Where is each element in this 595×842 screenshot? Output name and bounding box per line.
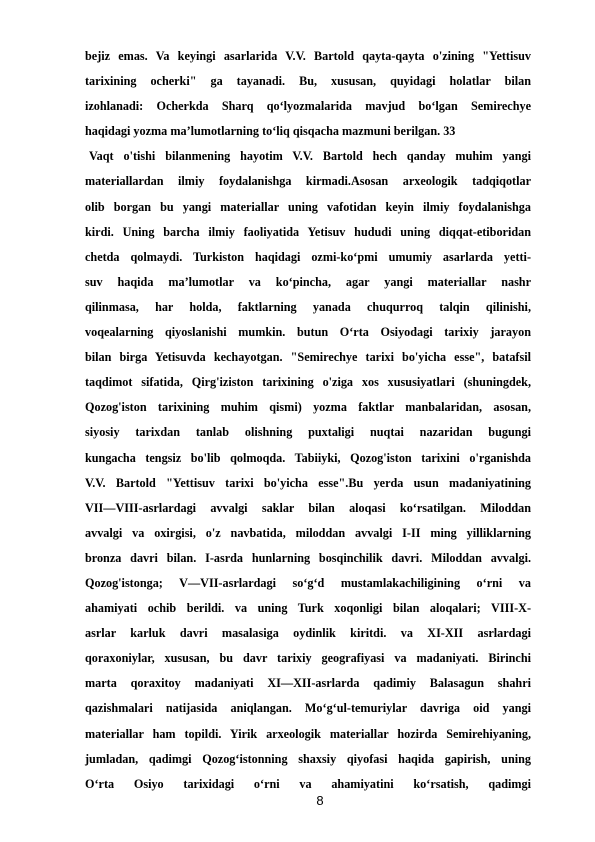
text-line: qoraxoniylar, xususan, bu davr tarixiy geografiyasi va madaniyati. Birinchi [85, 651, 531, 666]
text-line: Qozog'istonga; V—VII-asrlardagi so‘g‘d mustamlakachiligining o‘rni va [85, 575, 531, 590]
page-number: 8 [316, 793, 324, 808]
text-line: haqidagi yozma ma’lumotlarning to‘liq qisqacha mazmuni berilgan. 33 [85, 124, 456, 139]
body-text [85, 44, 531, 797]
text-line: olib borgan bu yangi materiallar uning vafotidan keyin ilmiy foydalanishga [85, 199, 531, 214]
text-line: VII—VIII-asrlardagi avvalgi saklar bilan aloqasi ko‘rsatilgan. Miloddan [85, 500, 531, 515]
text-line: bejiz emas. Va keyingi asarlarida V.V. Bartold qayta-qayta o'zining "Yettisuv [85, 49, 531, 63]
text-line: kungacha tengsiz bo'lib qolmoqda. Tabiiyki, Qozog'iston tarixini o'rganishda [85, 450, 531, 465]
text-line: qilinmasa, har holda, faktlarning yanada chuqurroq talqin qilinishi, [85, 299, 531, 314]
text-line: V.V. Bartold "Yettisuv tarixi bo'yicha esse".Bu yerda usun madaniyatining [85, 475, 531, 490]
text-line: siyosiy tarixdan tanlab olishning puxtaligi nuqtai nazaridan bugungi [85, 425, 531, 440]
text-line: bilan birga Yetisuvda kechayotgan. "Semirechye tarixi bo'yicha esse", batafsil [85, 350, 531, 365]
text-line: izohlanadi: Ocherkda Sharq qo‘lyozmalarida mavjud bo‘lgan Semirechye [85, 99, 531, 114]
text-line: marta qoraxitoy madaniyati XI—XII-asrlarda qadimiy Balasagun shahri [85, 676, 531, 691]
text-line: voqealarning qiyoslanishi mumkin. butun O‘rta Osiyodagi tarixiy jarayon [85, 325, 531, 340]
text-line: Qozog'iston tarixining muhim qismi) yozma faktlar manbalaridan, asosan, [85, 400, 531, 415]
text-line: ahamiyati ochib berildi. va uning Turk xoqonligi bilan aloqalari; VIII-X- [85, 601, 531, 616]
text-line: avvalgi va oxirgisi, o'z navbatida, miloddan avvalgi I-II ming yilliklarning [85, 525, 531, 540]
text-line: bronza davri bilan. I-asrda hunlarning bosqinchilik davri. Miloddan avvalgi. [85, 550, 531, 565]
text-line: jumladan, qadimgi Qozog‘istonning shaxsiy qiyofasi haqida gapirish, uning [85, 751, 531, 766]
text-line: tarixining ocherki" ga tayanadi. Bu, xususan, quyidagi holatlar bilan [85, 74, 531, 89]
text-line: materiallar ham topildi. Yirik arxeologik materiallar hozirda Semirehiyaning, [85, 726, 531, 741]
text-line: materiallardan ilmiy foydalanishga kirmadi.Asosan arxeologik tadqiqotlar [85, 174, 531, 189]
text-line: suv haqida ma’lumotlar va ko‘pincha, agar yangi materiallar nashr [85, 274, 531, 289]
text-line: kirdi. Uning barcha ilmiy faoliyatida Yetisuv hududi uning diqqat-etiboridan [85, 224, 531, 239]
text-line: O‘rta Osiyo tarixidagi o‘rni va ahamiyatini ko‘rsatish, qadimgi [85, 776, 531, 791]
text-line: asrlar karluk davri masalasiga oydinlik kiritdi. va XI-XII asrlardagi [85, 626, 531, 641]
text-line: Vaqt o'tishi bilanmening hayotim V.V. Bartold hech qanday muhim yangi [89, 149, 531, 164]
text-line: chetda qolmaydi. Turkiston haqidagi ozmi-ko‘pmi umumiy asarlarda yetti- [85, 249, 531, 264]
text-line: qazishmalari natijasida aniqlangan. Mo‘g‘ul-temuriylar davriga oid yangi [85, 701, 531, 716]
text-line: taqdimot sifatida, Qirg'iziston tarixining o'ziga xos xususiyatlari (shuningdek, [85, 375, 531, 390]
